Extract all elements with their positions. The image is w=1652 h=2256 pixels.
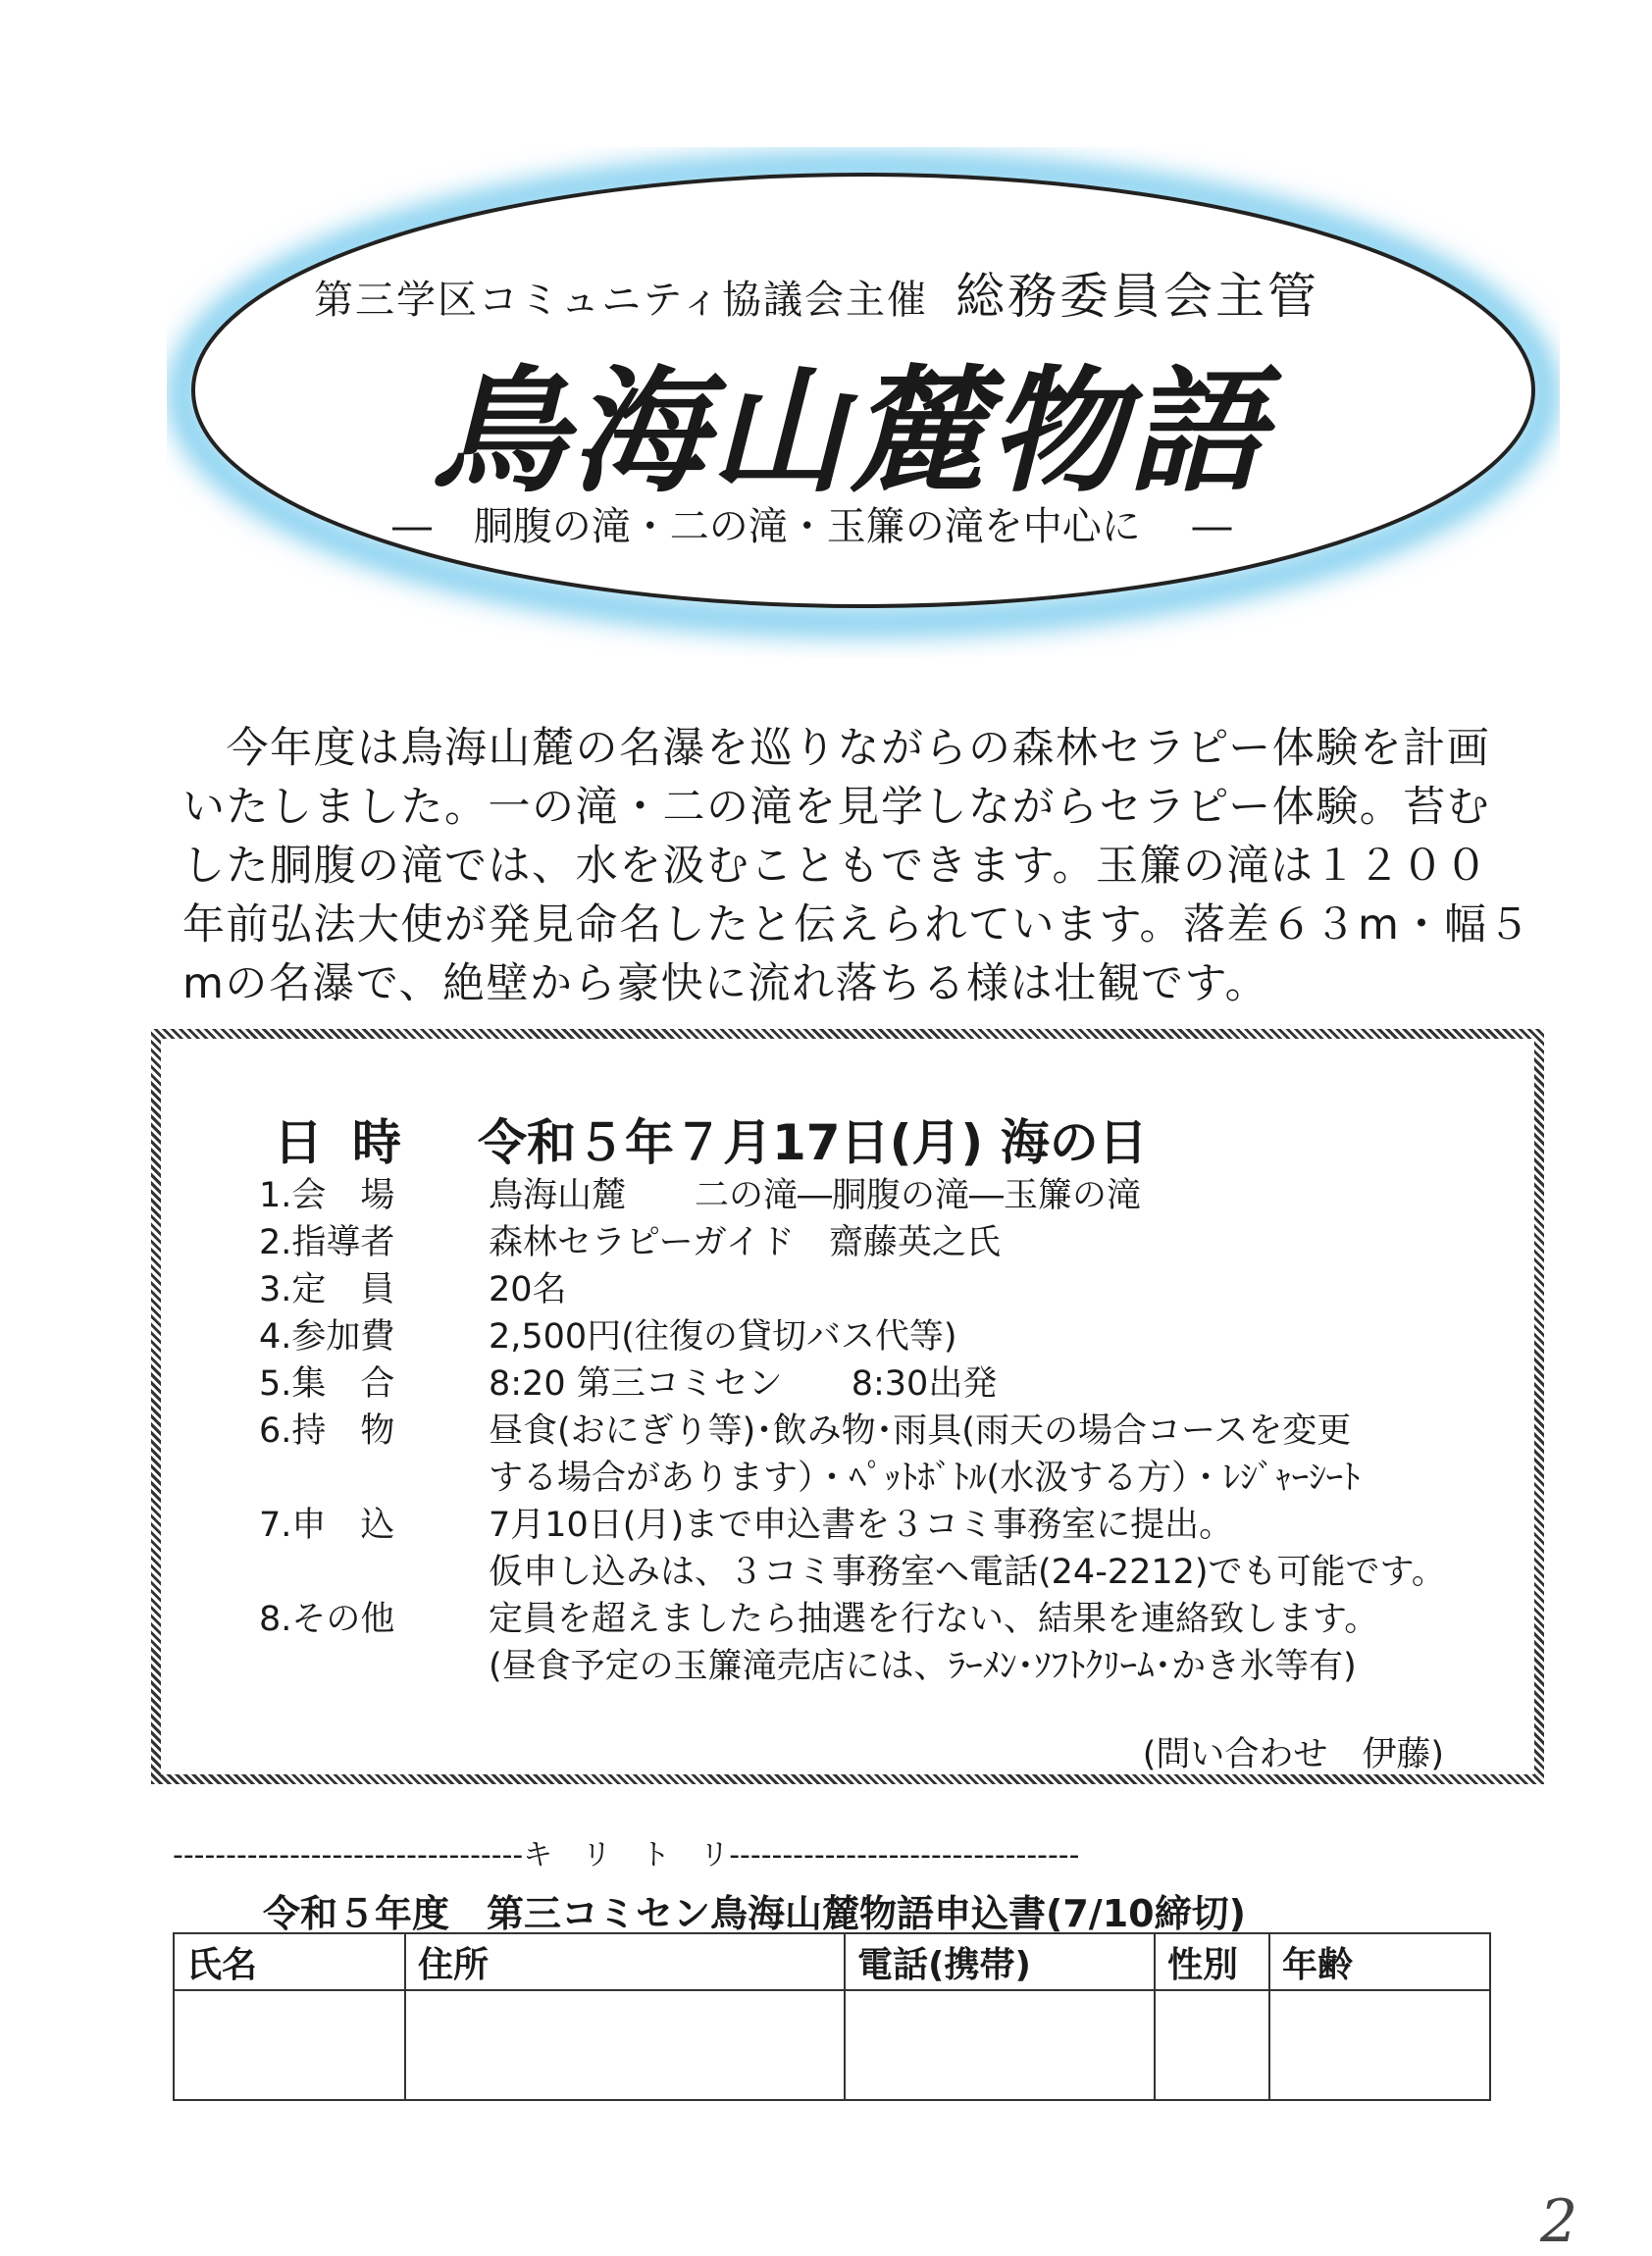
column-header-address: 住所 [405, 1933, 845, 1990]
item-number: 7.申 込 [259, 1506, 395, 1545]
table-header-row [174, 1933, 1490, 1990]
intro-line: 今年度は鳥海山麓の名瀑を巡りながらの森林セラピー体験を計画 [182, 724, 1491, 773]
table-row [174, 1990, 1490, 2100]
item-number: 8.その他 [259, 1600, 395, 1639]
item-number: 3.定 員 [259, 1270, 395, 1309]
item-text: する場合があります）・ﾍﾟｯﾄﾎﾞﾄﾙ(水汲する方）・ﾚｼﾞｬｰｼｰﾄ [489, 1459, 1361, 1498]
item-text: 定員を超えましたら抽選を行ない、結果を連絡致します。 [489, 1600, 1379, 1639]
gender-cell[interactable] [1155, 1990, 1269, 2100]
column-header-gender: 性別 [1155, 1933, 1269, 1990]
phone-cell[interactable] [845, 1990, 1155, 2100]
name-cell[interactable] [174, 1990, 405, 2100]
item-text: 20名 [489, 1270, 567, 1309]
item-number: 2.指導者 [259, 1223, 395, 1262]
subtitle-text: 胴腹の滝・二の滝・玉簾の滝を中心に [473, 504, 1141, 549]
intro-line: いたしました。一の滝・二の滝を見学しながらセラピー体験。苔む [182, 783, 1491, 832]
management-text: 総務委員会主管 [955, 268, 1319, 325]
event-info-box [151, 1029, 1544, 1784]
subtitle [392, 495, 1261, 551]
item-text: 昼食(おにぎり等)･飲み物･雨具(雨天の場合コースを変更 [489, 1411, 1352, 1451]
item-text: 仮申し込みは、３コミ事務室へ電話(24-2212)でも可能です。 [489, 1553, 1446, 1592]
page-number: 2 [1540, 2187, 1578, 2256]
column-header-age: 年齢 [1269, 1933, 1490, 1990]
form-title: 令和５年度 第三コミセン鳥海山麓物語申込書(7/10締切) [263, 1892, 1246, 1935]
item-text: 8:20 第三コミセン 8:30出発 [489, 1364, 998, 1404]
page-title: 鳥海山麓物語 [432, 353, 1268, 511]
item-text: 森林セラピーガイド 齋藤英之氏 [489, 1223, 1001, 1262]
column-header-name: 氏名 [174, 1933, 405, 1990]
contact-note: (問い合わせ 伊藤) [1142, 1735, 1444, 1774]
item-text: 2,500円(往復の貸切バス代等) [489, 1317, 957, 1357]
event-date-row [274, 1103, 1148, 1174]
age-cell[interactable] [1269, 1990, 1490, 2100]
item-number: 6.持 物 [259, 1411, 395, 1451]
date-label: 日時 [274, 1114, 431, 1171]
subtitle-dash-left: ― [392, 504, 432, 549]
application-form-table [173, 1932, 1491, 2101]
intro-line: した胴腹の滝では、水を汲むこともできます。玉簾の滝は１２００ [182, 842, 1489, 891]
item-number: 1.会 場 [259, 1176, 395, 1215]
item-text: 鳥海山麓 二の滝―胴腹の滝―玉簾の滝 [489, 1176, 1142, 1215]
intro-paragraph [182, 719, 1531, 1013]
cut-line: ---------------------------------キ リ ト リ--------------------------------- [173, 1838, 1080, 1872]
item-text: 7月10日(月)まで申込書を３コミ事務室に提出。 [489, 1506, 1234, 1545]
subtitle-dash-right: ― [1192, 504, 1232, 549]
address-cell[interactable] [405, 1990, 845, 2100]
organizer-text: 第三学区コミュニティ協議会主催 [314, 278, 928, 323]
item-number: 5.集 合 [259, 1364, 395, 1404]
intro-line: 年前弘法大使が発見命名したと伝えられています。落差６３m・幅５ [182, 900, 1531, 949]
item-text: (昼食予定の玉簾滝売店には、ﾗｰﾒﾝ･ｿﾌﾄｸﾘｰﾑ･かき氷等有) [489, 1647, 1357, 1686]
column-header-phone: 電話(携帯) [845, 1933, 1155, 1990]
date-value: 令和５年７月17日(月) 海の日 [478, 1114, 1148, 1171]
intro-line: mの名瀑で、絶壁から豪快に流れ落ちる様は壮観です。 [182, 959, 1269, 1008]
organizer-line [314, 257, 1319, 328]
item-number: 4.参加費 [259, 1317, 395, 1357]
